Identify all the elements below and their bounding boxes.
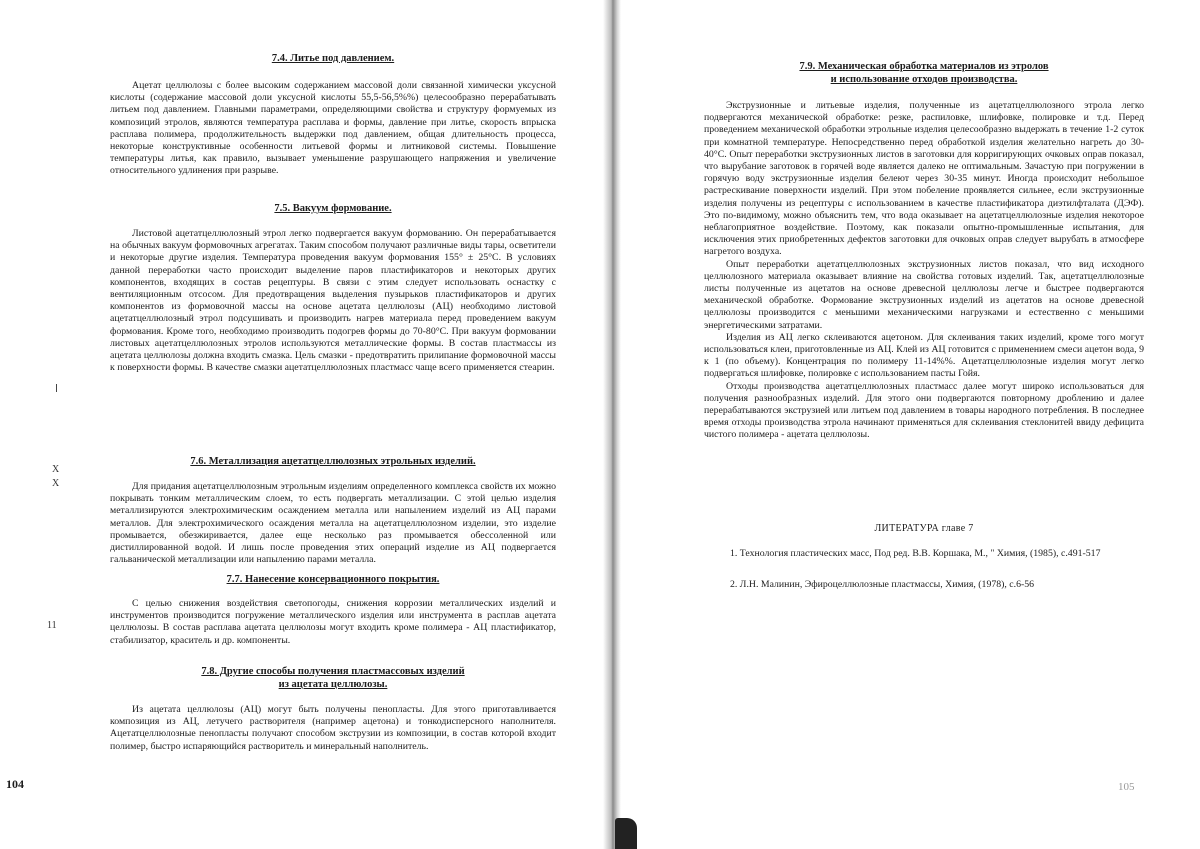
paragraph: Для придания ацетатцеллюлозным этрольным изделиям определенного комплекса свойств их можно покрывать тонким металлическим слоем, то есть подвергать металлизации. С этой целью изделия металлизируются электрохимическим осаждением металла или напылением изделий из АЦ парами металлов. Для электрохимического осаждения металла на ацетатцеллюлозном изделии, это изделие промывается, обезжиривается, далее еще несколько раз промывается обессоленной или дистиллированной водой. И лишь после проведения этих операций изделие из АЦ подвергается гальванической металлизации или напылению парами металла. <box>110 481 556 566</box>
section-7-7 <box>110 573 556 647</box>
paragraph-2: Опыт переработки ацетатцеллюлозных экструзионных листов показал, что вид исходного целлюлозного материала оказывает влияние на свойства готовых изделий. Так, ацетатцеллюлозные листы полученные из ацетатов на основе древесной целлюлозы легче и быстрее подвергаются механической обработке. Формование экструзионных изделий из ацетатов на основе древесной целлюлозы производится с меньшими механическими нагрузками и естественно с меньшими энергетическими затратами. <box>704 258 1144 331</box>
section-title-line-1: 7.8. Другие способы получения пластмассовых изделий <box>201 666 465 677</box>
book-gutter <box>603 0 621 849</box>
paragraph-1: Экструзионные и литьевые изделия, полученные из ацетатцеллюлозного этрола легко подвергаются механической обработке: резке, распиловке, шлифовке, полировке и т.д. Перед проведением механической обработки этрольные изделия целесообразно выдержать в течение 1-2 суток при комнатной температуре. Непосредственно перед обработкой изделия желательно нагреть до 30-40°С. Опыт переработки экструзионных листов в заготовки для корригирующих очковых оправ показал, что вырубание заготовок в горячей воде является далеко не оптимальным. Зачастую при погружении в горячую воду экструзионные изделия белеют через 30-35 минут. Иногда происходит небольшое растрескивание поверхности изделий. При этом побеление проявляется сильнее, если экструзионные изделия получены из рецептуры с использованием в качестве пластификатора диэтилфталата (ДЭФ). Это по-видимому, можно объяснить тем, что вода оказывает на ацетатцеллюлозные изделия некоторое неблагоприятное воздействие. Поэтому, как показали опытно-промышленные испытания, для исключения этих приобретенных дефектов заготовки для очковых оправ следует вырубать в атмосфере нагретого воздуха. <box>704 100 1144 258</box>
section-title: 7.7. Нанесение консервационного покрытия. <box>226 574 440 585</box>
left-page <box>110 0 556 849</box>
margin-tick <box>56 384 57 392</box>
section-title-line-1: 7.9. Механическая обработка материалов из этролов <box>799 61 1049 72</box>
literature-item-2: 2. Л.Н. Малинин, Эфироцеллюлозные пластмассы, Химия, (1978), с.6-56 <box>730 579 1035 590</box>
section-7-6 <box>110 455 556 566</box>
margin-mark-1: X <box>52 464 60 475</box>
section-7-5 <box>110 202 556 374</box>
paragraph: Из ацетата целлюлозы (АЦ) могут быть получены пенопласты. Для этого приготавливается композиция из АЦ, летучего растворителя (например ацетона) и тонкодисперсного наполнителя. Ацетатцеллюлозные пенопласты получают способом экструзии из композиции, в состав которой входит полимер, быстро испаряющийся растворитель и минеральный наполнитель. <box>110 704 556 752</box>
paragraph: Листовой ацетатцеллюлозный этрол легко подвергается вакуум формованию. Он перерабатывается на обычных вакуум формовочных агрегатах. Таким способом получают различные виды тары, осветители и некоторые другие изделия. Температура проведения вакуум формования 155° ± 25°С. В условиях данной переработки часто происходит выделение паров пластификаторов и некоторых других компонентов, входящих в состав рецептуры. В связи с этим следует использовать оснастку с вентиляционным отсосом. Для предотвращения выделения пузырьков пластификаторов и других компонентов из формовочной массы на основе ацетата целлюлозы (АЦ) необходимо листовой ацетатцеллюлозный этрол подсушивать и производить нагрев материала перед проведением вакуум формования. Кроме того, необходимо производить подогрев формы до 70-80°С. При вакуум формовании листовых ацетатцеллюлозных этролов используются металлические формы. В состав пластмассы из ацетата целлюлозы должна входить смазка. Цель смазки - предотвратить прилипание формовочной массы к поверхности формы. В качестве смазки ацетатцеллюлозных пластмасс чаще всего применяется стеарин. <box>110 228 556 374</box>
page-number-right: 105 <box>1118 781 1135 793</box>
literature-item-1: 1. Технология пластических масс, Под ред. В.В. Коршака, М., " Химия, (1985), с.491-517 <box>730 548 1101 559</box>
section-7-4 <box>110 52 556 178</box>
right-page <box>704 0 1144 849</box>
margin-mark-3: 11 <box>47 620 57 631</box>
section-7-8 <box>110 665 556 753</box>
section-title: 7.6. Металлизация ацетатцеллюлозных этрольных изделий. <box>190 456 476 467</box>
paragraph-3: Изделия из АЦ легко склеиваются ацетоном. Для склеивания таких изделий, кроме того могут использоваться клеи, приготовленные из АЦ. Клей из АЦ готовится с применением смеси ацетон вода, 9 к 1 (по объему). Концентрация по полимеру 11-14%%. Ацетатцеллюлозные изделия могут легко подвергаться шлифовке, полировке с использованием пасты Гойя. <box>704 331 1144 380</box>
page-number-left: 104 <box>6 777 24 791</box>
section-7-9 <box>704 60 1144 442</box>
section-title: 7.4. Литье под давлением. <box>271 53 395 64</box>
paragraph: Ацетат целлюлозы с более высоким содержанием массовой доли связанной химически уксусной кислоты (содержание массовой доли уксусной кислоты 55,5-56,5%%) целесообразно перерабатывать литьем под давлением. Главными параметрами, определяющими свойства и структуру формуемых из композиций этролов, являются температура расплава и формы, давление при литье, скорость впрыска расплава полимера, продолжительность выдержки под давлением, общая длительность процесса, некоторые конструктивные особенности литьевой формы и литниковой системы. Повышение температуры литья, как правило, вызывает уменьшение разрушающего напряжения и увеличение относительного удлинения при разрыве. <box>110 80 556 177</box>
section-title-line-2: и использование отходов производства. <box>830 74 1018 85</box>
paragraph-4: Отходы производства ацетатцеллюлозных пластмасс далее могут широко использоваться для получения разнообразных изделий. Для этого они подвергаются повторному дроблению и далее перерабатываются экструзией или литьем под давлением в товары народного потребления. В последнее время отходы производства этрола начинают применяться для склеивания стеклонитей ввиду дефицита чистого полимера - ацетата целлюлозы. <box>704 380 1144 441</box>
margin-mark-2: X <box>52 478 60 489</box>
literature-title: ЛИТЕРАТУРА главе 7 <box>874 523 974 534</box>
section-title: 7.5. Вакуум формование. <box>274 203 392 214</box>
paragraph: С целью снижения воздействия светопогоды, снижения коррозии металлических изделий и инструментов производится погружение металлического изделия или инструмента в расплав ацетата целлюлозы. В состав расплава ацетата целлюлозы могут входить кроме полимера - АЦ пластификатор, стабилизатор, краситель и др. компоненты. <box>110 598 556 646</box>
gutter-shadow <box>615 818 637 849</box>
section-title-line-2: из ацетата целлюлозы. <box>278 679 388 690</box>
